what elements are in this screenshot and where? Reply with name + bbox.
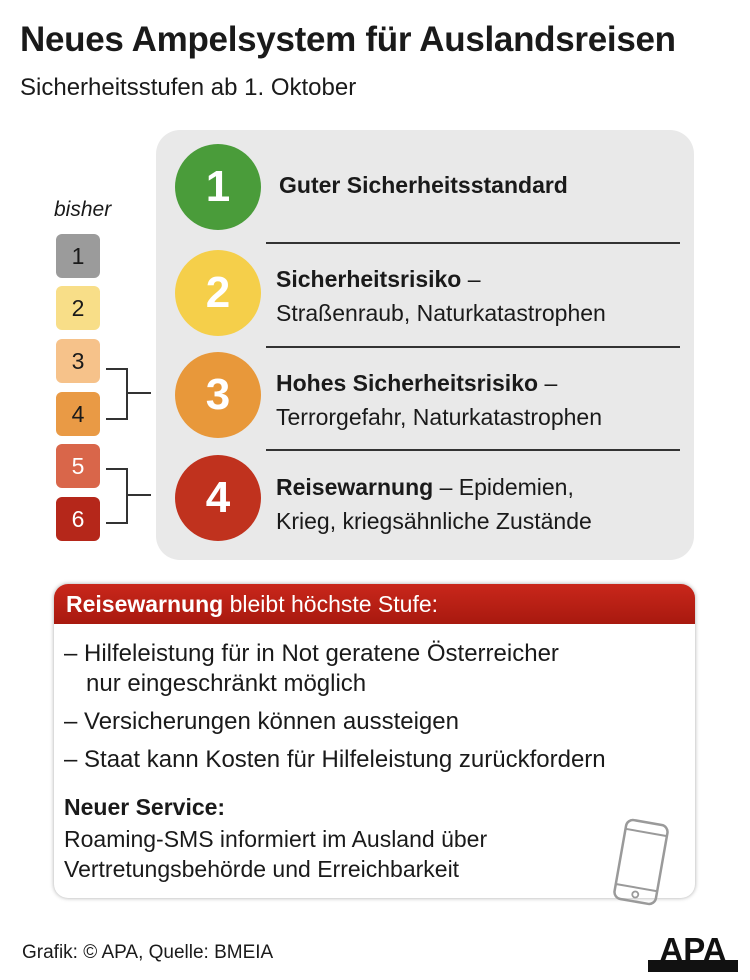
level-1-text <box>279 168 568 202</box>
level-4-text <box>276 470 592 538</box>
old-level-4: 4 <box>56 392 100 436</box>
apa-logo <box>648 930 738 977</box>
service-title: Neuer Service: <box>64 794 226 820</box>
divider-2 <box>266 346 680 348</box>
old-level-1: 1 <box>56 234 100 278</box>
old-level-5: 5 <box>56 444 100 488</box>
level-3-text <box>276 366 602 434</box>
divider-3 <box>266 449 680 451</box>
level-2-circle: 2 <box>175 250 261 336</box>
warning-bullet-3: – Staat kann Kosten für Hilfeleistung zurückfordern <box>64 746 606 773</box>
warning-header-rest: bleibt höchste Stufe: <box>229 591 439 617</box>
level-1-circle: 1 <box>175 144 261 230</box>
bracket-5-6 <box>106 468 128 524</box>
level-3-circle: 3 <box>175 352 261 438</box>
level-4-title: Reisewarnung <box>276 474 434 500</box>
level-4-dash: – <box>439 474 453 500</box>
service-line-1: Roaming-SMS informiert im Ausland über <box>64 826 488 852</box>
bracket-3-4-arm <box>127 392 151 394</box>
page-subtitle: Sicherheitsstufen ab 1. Oktober <box>20 74 357 101</box>
footer-credit: Grafik: © APA, Quelle: BMEIA <box>22 942 274 963</box>
level-2-text <box>276 262 606 330</box>
phone-icon <box>606 816 676 913</box>
level-3-title: Hohes Sicherheitsrisiko <box>276 370 539 396</box>
bracket-3-4 <box>106 368 128 420</box>
level-2-dash: – <box>467 266 481 292</box>
old-level-3: 3 <box>56 339 100 383</box>
apa-logo-text: APA <box>659 931 727 968</box>
level-1-title: Guter Sicherheitsstandard <box>279 172 568 198</box>
level-3-dash: – <box>544 370 558 396</box>
level-2-title: Sicherheitsrisiko <box>276 266 462 292</box>
warning-box <box>54 584 695 898</box>
level-4-detail-inline: Epidemien, <box>458 474 574 500</box>
warning-header <box>54 584 695 624</box>
warning-bullet-1-cont: nur eingeschränkt möglich <box>86 670 367 697</box>
warning-bullet-1: – Hilfeleistung für in Not geratene Österreicher <box>64 640 559 667</box>
level-4-circle: 4 <box>175 455 261 541</box>
divider-1 <box>266 242 680 244</box>
old-level-6: 6 <box>56 497 100 541</box>
level-3-detail: Terrorgefahr, Naturkatastrophen <box>276 404 603 430</box>
service-line-2: Vertretungsbehörde und Erreichbarkeit <box>64 856 460 882</box>
warning-header-bold: Reisewarnung <box>66 591 224 617</box>
page-title: Neues Ampelsystem für Auslandsreisen <box>20 20 676 59</box>
old-level-2: 2 <box>56 286 100 330</box>
level-4-detail: Krieg, kriegsähnliche Zustände <box>276 508 592 534</box>
bisher-label: bisher <box>54 198 112 221</box>
warning-bullet-2: – Versicherungen können aussteigen <box>64 708 459 735</box>
bracket-5-6-arm <box>127 494 151 496</box>
level-2-detail: Straßenraub, Naturkatastrophen <box>276 300 606 326</box>
